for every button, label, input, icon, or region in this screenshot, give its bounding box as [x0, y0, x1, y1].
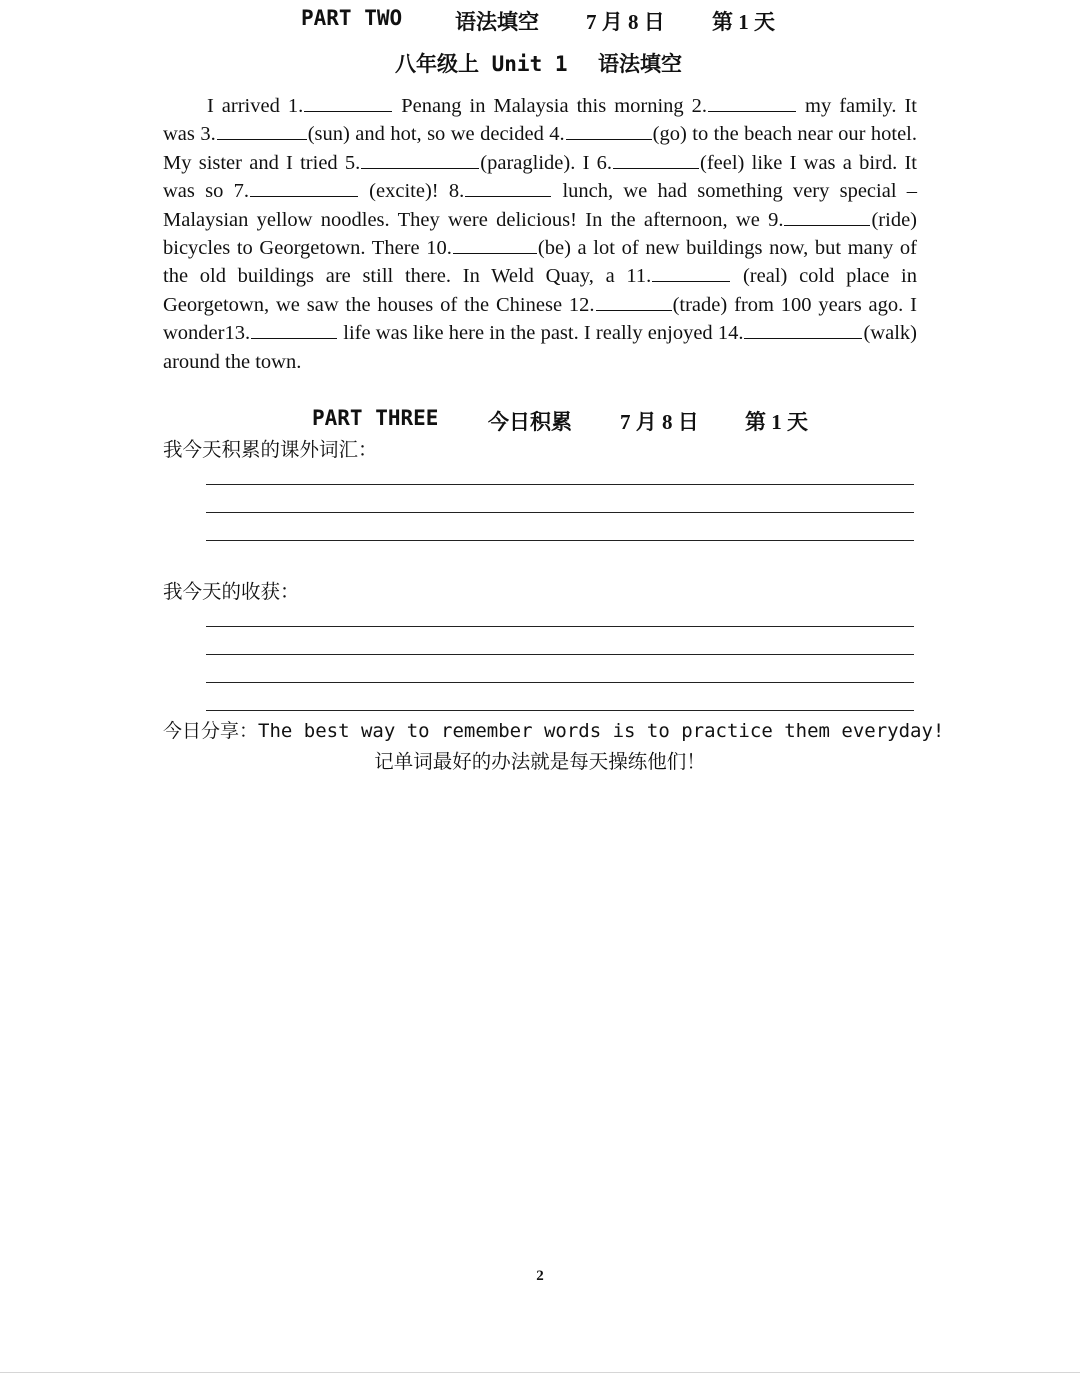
passage-text: Penang in Malaysia this morning 2. — [393, 95, 708, 117]
passage-text: (real) cold place in Georgetown, we saw the houses of the Chinese 12. — [163, 265, 918, 316]
passage-text: (excite)! 8. — [358, 180, 465, 203]
passage-text: I arrived 1. — [207, 95, 304, 117]
answer-blank-4[interactable] — [566, 121, 652, 140]
answer-blank-8[interactable] — [465, 178, 551, 197]
gains-writing-line[interactable] — [206, 682, 914, 683]
answer-blank-14[interactable] — [744, 320, 862, 339]
unit-header — [0, 44, 1080, 80]
answer-blank-12[interactable] — [596, 292, 672, 311]
part-three-header — [0, 402, 1080, 436]
daily-share-text: 今日分享：The best way to remember words is to practice them everyday! — [163, 720, 945, 742]
passage-text: (feel) like I was a bird. It was so 7. — [163, 151, 918, 203]
answer-blank-1[interactable] — [304, 93, 392, 112]
answer-blank-5[interactable] — [361, 150, 479, 169]
vocab-writing-line[interactable] — [206, 512, 914, 513]
answer-blank-9[interactable] — [784, 207, 870, 226]
passage-text: life was like here in the past. I really enjoyed 14. — [338, 322, 744, 345]
passage-text: (go) to the beach near our hotel. My sister and I tried 5. — [163, 123, 917, 174]
part-two-label: PART TWO — [301, 6, 403, 30]
part-two-day: 第 1 天 — [712, 10, 775, 34]
passage-text: (paraglide). I 6. — [480, 151, 613, 174]
answer-blank-2[interactable] — [708, 93, 796, 112]
page-bottom-edge — [0, 1372, 1080, 1373]
part-three-day: 第 1 天 — [745, 410, 808, 434]
part-three-topic: 今日积累 — [488, 410, 572, 434]
passage-text: (sun) and hot, so we decided 4. — [307, 123, 565, 146]
passage-text: (walk) around the town. — [163, 322, 917, 373]
answer-blank-6[interactable] — [613, 150, 699, 169]
gains-writing-line[interactable] — [206, 654, 914, 655]
vocab-writing-line[interactable] — [206, 540, 914, 541]
unit-topic-label: 语法填空 — [598, 52, 682, 76]
gains-section-label: 我今天的收获： — [163, 580, 300, 603]
answer-blank-11[interactable] — [652, 263, 730, 282]
vocab-section-label: 我今天积累的课外词汇： — [163, 438, 378, 461]
gains-writing-line[interactable] — [206, 626, 914, 627]
part-two-date: 7 月 8 日 — [586, 10, 665, 34]
passage-text: my family. It was 3. — [163, 95, 918, 146]
part-two-header — [0, 2, 1080, 38]
part-two-topic: 语法填空 — [455, 10, 539, 34]
page-number: 2 — [536, 1268, 544, 1284]
grade-unit-label: 八年级上 Unit 1 — [395, 52, 568, 76]
passage-text: (be) a lot of new buildings now, but many of the old buildings are still there. In Weld Quay, a 11. — [163, 237, 918, 288]
gains-writing-line[interactable] — [206, 710, 914, 711]
answer-blank-3[interactable] — [217, 121, 307, 140]
cloze-passage — [163, 92, 917, 376]
passage-text: (ride) bicycles to Georgetown. There 10. — [163, 208, 917, 260]
passage-text: (trade) from 100 years ago. I wonder13. — [163, 293, 917, 345]
passage-text: lunch, we had something very special – Malaysian yellow noodles. They were delicious! In the afternoon, we 9. — [163, 180, 918, 231]
answer-blank-13[interactable] — [251, 320, 337, 339]
answer-blank-10[interactable] — [453, 235, 537, 254]
daily-share-translation: 记单词最好的办法就是每天操练他们！ — [374, 750, 706, 773]
part-three-label: PART THREE — [312, 406, 439, 430]
answer-blank-7[interactable] — [250, 178, 358, 197]
vocab-writing-line[interactable] — [206, 484, 914, 485]
part-three-date: 7 月 8 日 — [620, 410, 699, 434]
